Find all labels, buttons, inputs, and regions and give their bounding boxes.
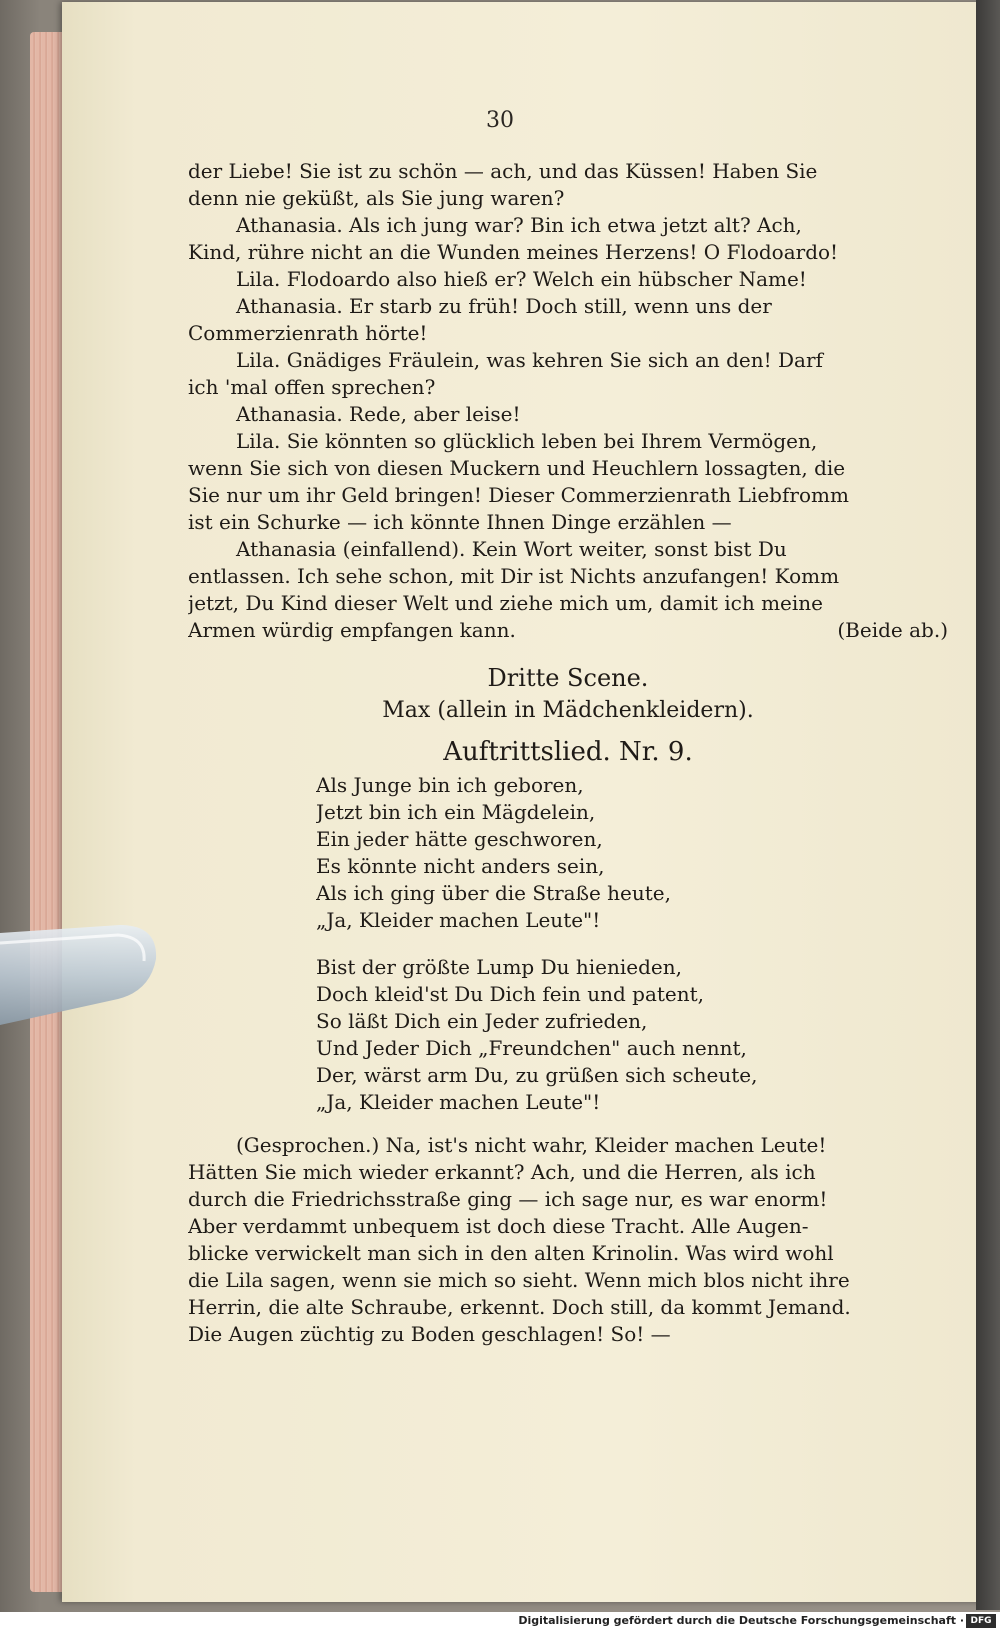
dfg-logo: DFG bbox=[966, 1614, 996, 1628]
text-line: Athanasia (einfallend). Kein Wort weiter, sonst bist Du bbox=[236, 537, 787, 561]
text-line: jetzt, Du Kind dieser Welt und ziehe mich um, damit ich meine bbox=[188, 591, 823, 615]
text-line: wenn Sie sich von diesen Muckern und Heuchlern lossagten, die bbox=[188, 456, 846, 480]
verse-line: Als Junge bin ich geboren, bbox=[316, 773, 584, 797]
page-text bbox=[188, 158, 948, 1348]
verse-line: Doch kleid'st Du Dich fein und patent, bbox=[316, 982, 705, 1006]
text-line: ist ein Schurke — ich könnte Ihnen Dinge erzählen — bbox=[188, 510, 732, 534]
text-line: (Gesprochen.) Na, ist's nicht wahr, Kleider machen Leute! bbox=[236, 1133, 827, 1157]
text-line: blicke verwickelt man sich in den alten Krinolin. Was wird wohl bbox=[188, 1241, 834, 1265]
footer-credit: Digitalisierung gefördert durch die Deutsche Forschungsgemeinschaft · bbox=[518, 1614, 964, 1627]
text-line: Lila. Sie könnten so glücklich leben bei Ihrem Vermögen, bbox=[236, 429, 818, 453]
text-line bbox=[188, 617, 948, 644]
verse-line: Der, wärst arm Du, zu grüßen sich scheute, bbox=[316, 1063, 758, 1087]
text-line: entlassen. Ich sehe schon, mit Dir ist Nichts anzufangen! Komm bbox=[188, 564, 840, 588]
text-line: der Liebe! Sie ist zu schön — ach, und das Küssen! Haben Sie bbox=[188, 159, 818, 183]
text-line: Kind, rühre nicht an die Wunden meines Herzens! O Flodoardo! bbox=[188, 240, 839, 264]
text-line: Athanasia. Rede, aber leise! bbox=[236, 402, 521, 426]
song-stanza-1 bbox=[188, 772, 948, 934]
verse-line: Jetzt bin ich ein Mägdelein, bbox=[316, 800, 596, 824]
text-line-content: Armen würdig empfangen kann. bbox=[188, 618, 516, 642]
text-line: denn nie geküßt, als Sie jung waren? bbox=[188, 186, 565, 210]
verse-line: Als ich ging über die Straße heute, bbox=[316, 881, 671, 905]
verse-line: Bist der größte Lump Du hienieden, bbox=[316, 955, 682, 979]
dialogue-section bbox=[188, 158, 948, 644]
verse-line: Es könnte nicht anders sein, bbox=[316, 854, 605, 878]
text-line: Lila. Flodoardo also hieß er? Welch ein hübscher Name! bbox=[236, 267, 807, 291]
text-line: Athanasia. Als ich jung war? Bin ich etwa jetzt alt? Ach, bbox=[236, 213, 802, 237]
text-line: die Lila sagen, wenn sie mich so sieht. Wenn mich blos nicht ihre bbox=[188, 1268, 850, 1292]
text-line: Lila. Gnädiges Fräulein, was kehren Sie sich an den! Darf bbox=[236, 348, 823, 372]
page-clip-icon bbox=[0, 925, 158, 1025]
song-stanza-2 bbox=[188, 954, 948, 1116]
text-line: Die Augen züchtig zu Boden geschlagen! So! — bbox=[188, 1322, 671, 1346]
text-line: Herrin, die alte Schraube, erkennt. Doch still, da kommt Jemand. bbox=[188, 1295, 851, 1319]
verse-line: Und Jeder Dich „Freundchen" auch nennt, bbox=[316, 1036, 747, 1060]
scene-title: Dritte Scene. bbox=[487, 664, 649, 692]
text-line: durch die Friedrichsstraße ging — ich sage nur, es war enorm! bbox=[188, 1187, 828, 1211]
character-entrance: Max (allein in Mädchenkleidern). bbox=[382, 698, 754, 723]
text-line: ich 'mal offen sprechen? bbox=[188, 375, 436, 399]
stage-direction: (Beide ab.) bbox=[837, 618, 948, 642]
prose-gap bbox=[188, 1116, 948, 1132]
text-line: Athanasia. Er starb zu früh! Doch still, wenn uns der bbox=[236, 294, 772, 318]
text-line: Aber verdammt unbequem ist doch diese Tracht. Alle Augen- bbox=[188, 1214, 809, 1238]
book-spine-edge bbox=[976, 0, 1000, 1610]
text-line: Sie nur um ihr Geld bringen! Dieser Commerzienrath Liebfromm bbox=[188, 483, 849, 507]
stanza-gap bbox=[188, 934, 948, 954]
song-title: Auftrittslied. Nr. 9. bbox=[443, 737, 693, 767]
text-line: Hätten Sie mich wieder erkannt? Ach, und die Herren, als ich bbox=[188, 1160, 816, 1184]
verse-line: „Ja, Kleider machen Leute"! bbox=[316, 908, 601, 932]
verse-line: Ein jeder hätte geschworen, bbox=[316, 827, 603, 851]
verse-line: „Ja, Kleider machen Leute"! bbox=[316, 1090, 601, 1114]
spoken-monologue bbox=[188, 1132, 948, 1348]
page-number: 30 bbox=[486, 108, 514, 133]
text-line: Commerzienrath hörte! bbox=[188, 321, 428, 345]
verse-line: So läßt Dich ein Jeder zufrieden, bbox=[316, 1009, 648, 1033]
